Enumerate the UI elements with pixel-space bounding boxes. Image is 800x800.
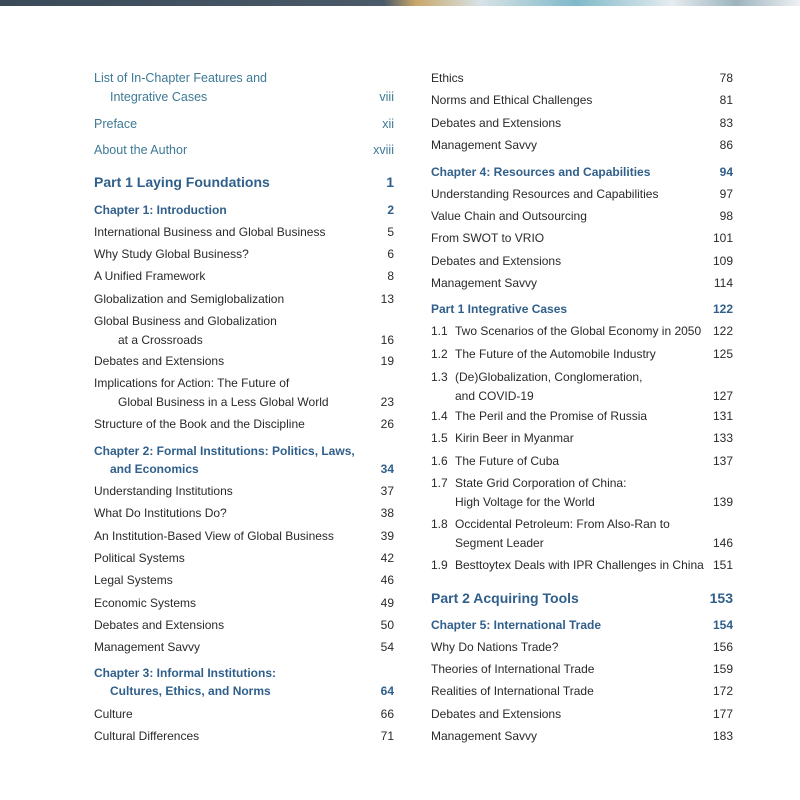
toc-case-row[interactable] [431,345,733,364]
toc-entry-title: Chapter 4: Resources and Capabilities [431,165,651,179]
toc-entry-title: Management Savvy [431,138,538,152]
toc-entry-title: An Institution-Based View of Global Business [94,529,334,543]
case-number: 1.5 [431,431,448,445]
case-number: 1.8 [431,517,448,531]
toc-page-number: 127 [712,389,733,403]
toc-entry-row[interactable] [94,727,394,746]
toc-entry-title: Theories of International Trade [431,662,595,676]
toc-entry-title: Chapter 5: International Trade [431,618,602,632]
toc-entry-title: Economic Systems [94,596,197,610]
toc-page-number: 46 [380,573,394,587]
toc-entry-row[interactable] [431,638,733,657]
toc-entry-title: Cultures, Ethics, and Norms [110,684,271,698]
toc-chapter-row[interactable] [431,616,733,634]
toc-page-number: 23 [380,395,394,409]
toc-page-number: 101 [712,231,733,245]
toc-entry-title: Debates and Extensions [94,354,225,368]
toc-entry-row[interactable] [431,114,733,133]
toc-page-number: 2 [387,203,394,217]
case-number: 1.3 [431,370,448,384]
toc-entry-row[interactable] [94,616,394,635]
toc-page-number: 50 [380,618,394,632]
toc-entry-title: Preface [94,117,138,131]
toc-page-number: 54 [380,640,394,654]
toc-entry-title: Global Business in a Less Global World [118,395,329,409]
toc-entry-title: About the Author [94,143,188,157]
toc-page-number: 153 [709,590,733,606]
toc-page-number: 156 [712,640,733,654]
toc-entry-title: Chapter 3: Informal Institutions: [94,666,277,680]
toc-entry-title: Management Savvy [431,276,538,290]
toc-entry-title: Culture [94,707,133,721]
toc-page-number: 137 [712,454,733,468]
toc-entry-row[interactable] [431,91,733,110]
toc-part-row[interactable] [431,589,733,609]
toc-case-row[interactable] [431,474,733,512]
toc-page-number: 66 [380,707,394,721]
toc-entry-row[interactable] [431,705,733,724]
toc-entry-row[interactable] [94,223,394,242]
toc-page-number: 8 [387,269,394,283]
toc-entry-title: Ethics [431,71,464,85]
toc-page-number: 183 [712,729,733,743]
toc-page-number: 154 [712,618,733,632]
toc-entry-title: and COVID-19 [455,389,534,403]
case-number: 1.9 [431,558,448,572]
toc-entry-title: and Economics [110,462,199,476]
toc-entry-row[interactable] [94,504,394,523]
toc-page-number: 71 [380,729,394,743]
toc-page-number: 122 [712,302,733,316]
toc-entry-title: Why Do Nations Trade? [431,640,559,654]
toc-entry-title: Why Study Global Business? [94,247,249,261]
toc-case-row[interactable] [431,368,733,406]
toc-entry-row[interactable] [431,136,733,155]
toc-entry-title: What Do Institutions Do? [94,506,227,520]
toc-entry-row[interactable] [94,290,394,309]
toc-page-number: 177 [712,707,733,721]
toc-entry-title: Realities of International Trade [431,684,594,698]
toc-page-number: 34 [380,462,394,476]
toc-page-number: 146 [712,536,733,550]
toc-entry-row[interactable] [94,352,394,371]
toc-entry-row[interactable] [94,245,394,264]
case-number: 1.4 [431,409,448,423]
toc-entry-title: State Grid Corporation of China: [455,476,627,490]
toc-front-row[interactable] [94,141,394,160]
toc-entry-row[interactable] [431,229,733,248]
toc-entry-title: List of In-Chapter Features and [94,71,268,85]
toc-chapter-row[interactable] [94,664,394,700]
toc-entry-row[interactable] [431,252,733,271]
toc-entry-title: Two Scenarios of the Global Economy in 2050 [455,324,702,338]
toc-entry-title: A Unified Framework [94,269,206,283]
toc-page-number: 97 [719,187,733,201]
toc-page-number: 16 [380,333,394,347]
toc-chapter-row[interactable] [431,163,733,181]
toc-page-number: xii [382,117,394,131]
toc-entry-row[interactable] [431,274,733,293]
toc-entry-row[interactable] [94,374,394,412]
toc-page-number: 42 [380,551,394,565]
case-number: 1.1 [431,324,448,338]
toc-entry-title: Globalization and Semiglobalization [94,292,285,306]
toc-page-number: 86 [719,138,733,152]
toc-chapter-row[interactable] [431,300,733,318]
toc-page-number: 39 [380,529,394,543]
toc-entry-title: Debates and Extensions [431,116,562,130]
toc-entry-title: Understanding Resources and Capabilities [431,187,659,201]
toc-entry-title: Debates and Extensions [94,618,225,632]
toc-entry-row[interactable] [94,482,394,501]
toc-page-number: 49 [380,596,394,610]
toc-entry-title: Structure of the Book and the Discipline [94,417,305,431]
toc-page-number: 6 [387,247,394,261]
toc-page-number: 172 [712,684,733,698]
toc-page-number: 159 [712,662,733,676]
toc-entry-title: Integrative Cases [110,90,208,104]
toc-page-number: 5 [387,225,394,239]
toc-entry-title: Political Systems [94,551,185,565]
toc-page-number: 94 [719,165,733,179]
toc-page-number: 98 [719,209,733,223]
toc-case-row[interactable] [431,452,733,471]
toc-entry-title: The Future of Cuba [455,454,560,468]
toc-page-number: 139 [712,495,733,509]
toc-chapter-row[interactable] [94,201,394,219]
toc-entry-row[interactable] [431,207,733,226]
toc-page-number: 78 [719,71,733,85]
cover-image-strip [0,0,800,6]
toc-part-row[interactable] [94,173,394,193]
toc-entry-title: Understanding Institutions [94,484,233,498]
toc-page-number: 13 [380,292,394,306]
toc-entry-row[interactable] [94,594,394,613]
toc-entry-row[interactable] [431,185,733,204]
toc-entry-title: From SWOT to VRIO [431,231,545,245]
toc-page-number: 38 [380,506,394,520]
toc-entry-title: (De)Globalization, Conglomeration, [455,370,643,384]
toc-page-number: 81 [719,93,733,107]
case-number: 1.2 [431,347,448,361]
toc-entry-title: Management Savvy [94,640,201,654]
case-number: 1.7 [431,476,448,490]
toc-entry-row[interactable] [94,267,394,286]
toc-entry-row[interactable] [94,527,394,546]
toc-case-row[interactable] [431,515,733,553]
toc-entry-title: High Voltage for the World [455,495,595,509]
toc-page-number: 26 [380,417,394,431]
toc-entry-title: Debates and Extensions [431,707,562,721]
toc-entry-title: Part 1 Laying Foundations [94,174,270,190]
toc-front-row[interactable] [94,69,394,107]
toc-entry-row[interactable] [94,705,394,724]
toc-entry-title: Part 2 Acquiring Tools [431,590,579,606]
toc-entry-title: Norms and Ethical Challenges [431,93,593,107]
toc-case-row[interactable] [431,429,733,448]
toc-entry-title: Legal Systems [94,573,173,587]
toc-entry-row[interactable] [94,549,394,568]
toc-page-number: 19 [380,354,394,368]
toc-entry-title: Part 1 Integrative Cases [431,302,568,316]
toc-entry-title: Debates and Extensions [431,254,562,268]
toc-entry-row[interactable] [94,571,394,590]
toc-entry-title: Implications for Action: The Future of [94,376,290,390]
toc-page-number: 151 [712,558,733,572]
toc-entry-title: Besttoytex Deals with IPR Challenges in China [455,558,704,572]
toc-entry-row[interactable] [94,638,394,657]
toc-entry-title: Kirin Beer in Myanmar [455,431,574,445]
toc-entry-title: Chapter 1: Introduction [94,203,227,217]
toc-entry-row[interactable] [431,69,733,88]
toc-entry-title: International Business and Global Business [94,225,326,239]
toc-page-number: 64 [380,684,394,698]
toc-entry-title: Value Chain and Outsourcing [431,209,587,223]
toc-chapter-row[interactable] [94,442,394,478]
toc-entry-row[interactable] [94,312,394,350]
toc-entry-title: The Peril and the Promise of Russia [455,409,648,423]
toc-page-number: 122 [712,324,733,338]
toc-entry-title: Occidental Petroleum: From Also-Ran to [455,517,670,531]
toc-entry-title: at a Crossroads [118,333,203,347]
toc-page-number: 125 [712,347,733,361]
toc-page-number: 131 [712,409,733,423]
toc-entry-row[interactable] [94,415,394,434]
toc-page-number: 83 [719,116,733,130]
toc-entry-title: Global Business and Globalization [94,314,277,328]
toc-case-row[interactable] [431,556,733,575]
toc-page-number: 133 [712,431,733,445]
toc-entry-title: Chapter 2: Formal Institutions: Politics, Laws, [94,444,355,458]
toc-page-number: 114 [713,276,733,290]
toc-page-number: xviii [373,143,394,157]
toc-page-number: 37 [380,484,394,498]
toc-case-row[interactable] [431,322,733,341]
toc-entry-row[interactable] [431,727,733,746]
case-number: 1.6 [431,454,448,468]
toc-entry-row[interactable] [431,682,733,701]
toc-page-number: viii [379,90,394,104]
toc-front-row[interactable] [94,115,394,134]
toc-entry-title: Cultural Differences [94,729,200,743]
toc-page-number: 109 [712,254,733,268]
toc-entry-row[interactable] [431,660,733,679]
toc-entry-title: Management Savvy [431,729,538,743]
toc-case-row[interactable] [431,407,733,426]
toc-entry-title: The Future of the Automobile Industry [455,347,656,361]
toc-page-number: 1 [386,174,394,190]
toc-entry-title: Segment Leader [455,536,544,550]
